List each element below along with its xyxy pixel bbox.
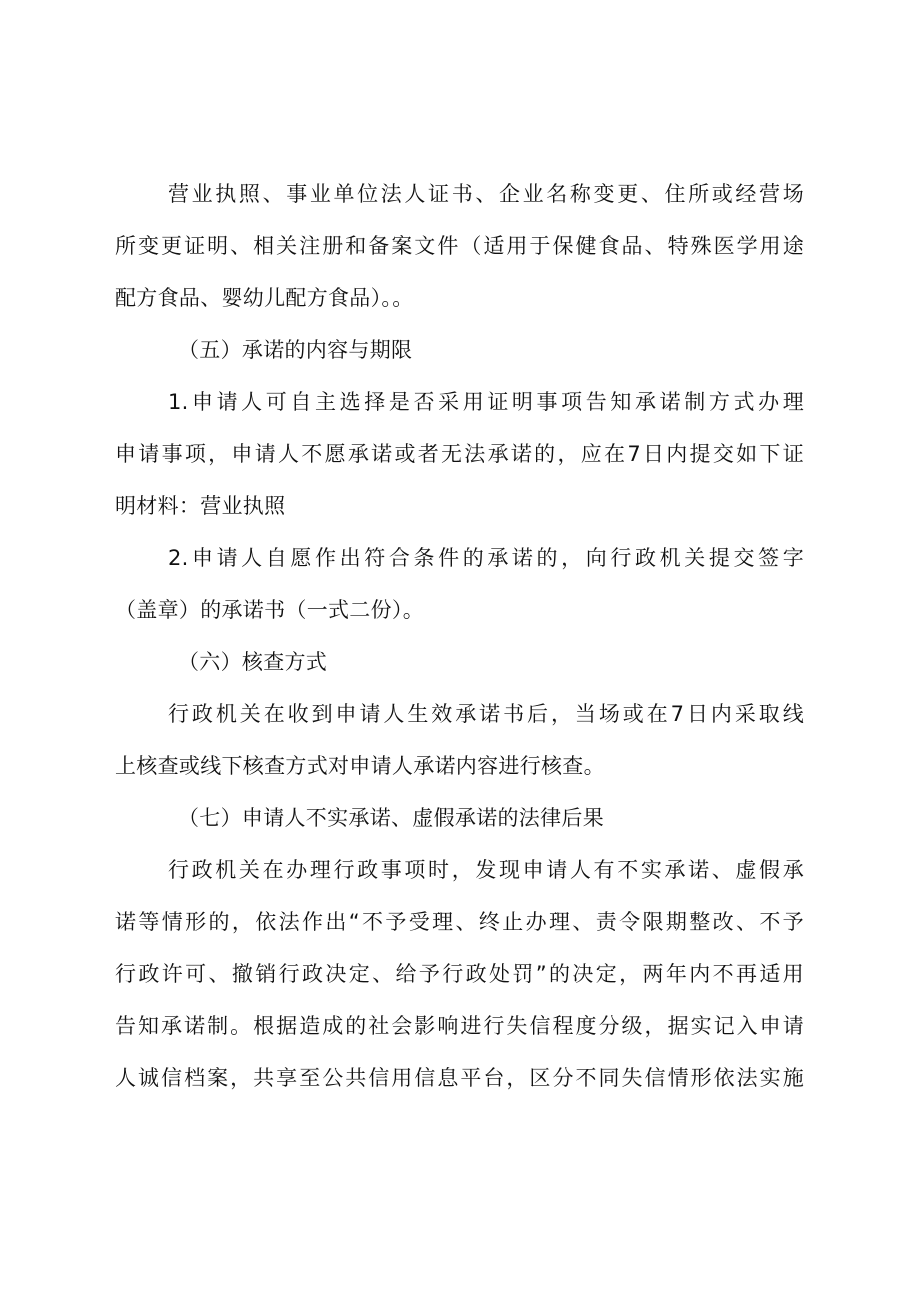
section-heading: （六）核查方式 [178,650,328,674]
paragraph-line: 配方食品、婴幼儿配方食品）。。 [115,286,414,310]
section-heading: （七）申请人不实承诺、虚假承诺的法律后果 [178,806,604,830]
paragraph-line: 行政机关在收到申请人生效承诺书后，当场或在7日内采取线 [168,702,804,726]
paragraph-line: 行政许可、撤销行政决定、给予行政处罚”的决定，两年内不再适用 [115,962,804,986]
paragraph-line: 诺等情形的，依法作出“不予受理、终止办理、责令限期整改、不予 [115,910,804,934]
paragraph-line: 营业执照、事业单位法人证书、企业名称变更、住所或经营场 [168,182,804,206]
paragraph-line: （盖章）的承诺书（一式二份）。 [115,598,424,622]
paragraph-line: 所变更证明、相关注册和备案文件（适用于保健食品、特殊医学用途 [115,234,804,258]
paragraph-line: 1.申请人可自主选择是否采用证明事项告知承诺制方式办理 [168,390,804,414]
paragraph-line: 2.申请人自愿作出符合条件的承诺的，向行政机关提交签字 [168,546,804,570]
section-heading: （五）承诺的内容与期限 [178,338,413,362]
paragraph-line: 申请事项，申请人不愿承诺或者无法承诺的，应在7日内提交如下证 [115,442,804,466]
paragraph-line: 人诚信档案，共享至公共信用信息平台，区分不同失信情形依法实施 [115,1066,804,1090]
paragraph-line: 上核查或线下核查方式对申请人承诺内容进行核查。 [115,754,605,778]
paragraph-line: 告知承诺制。根据造成的社会影响进行失信程度分级，据实记入申请 [115,1014,804,1038]
paragraph-line: 明材料：营业执照 [115,494,286,518]
paragraph-line: 行政机关在办理行政事项时，发现申请人有不实承诺、虚假承 [168,858,804,882]
